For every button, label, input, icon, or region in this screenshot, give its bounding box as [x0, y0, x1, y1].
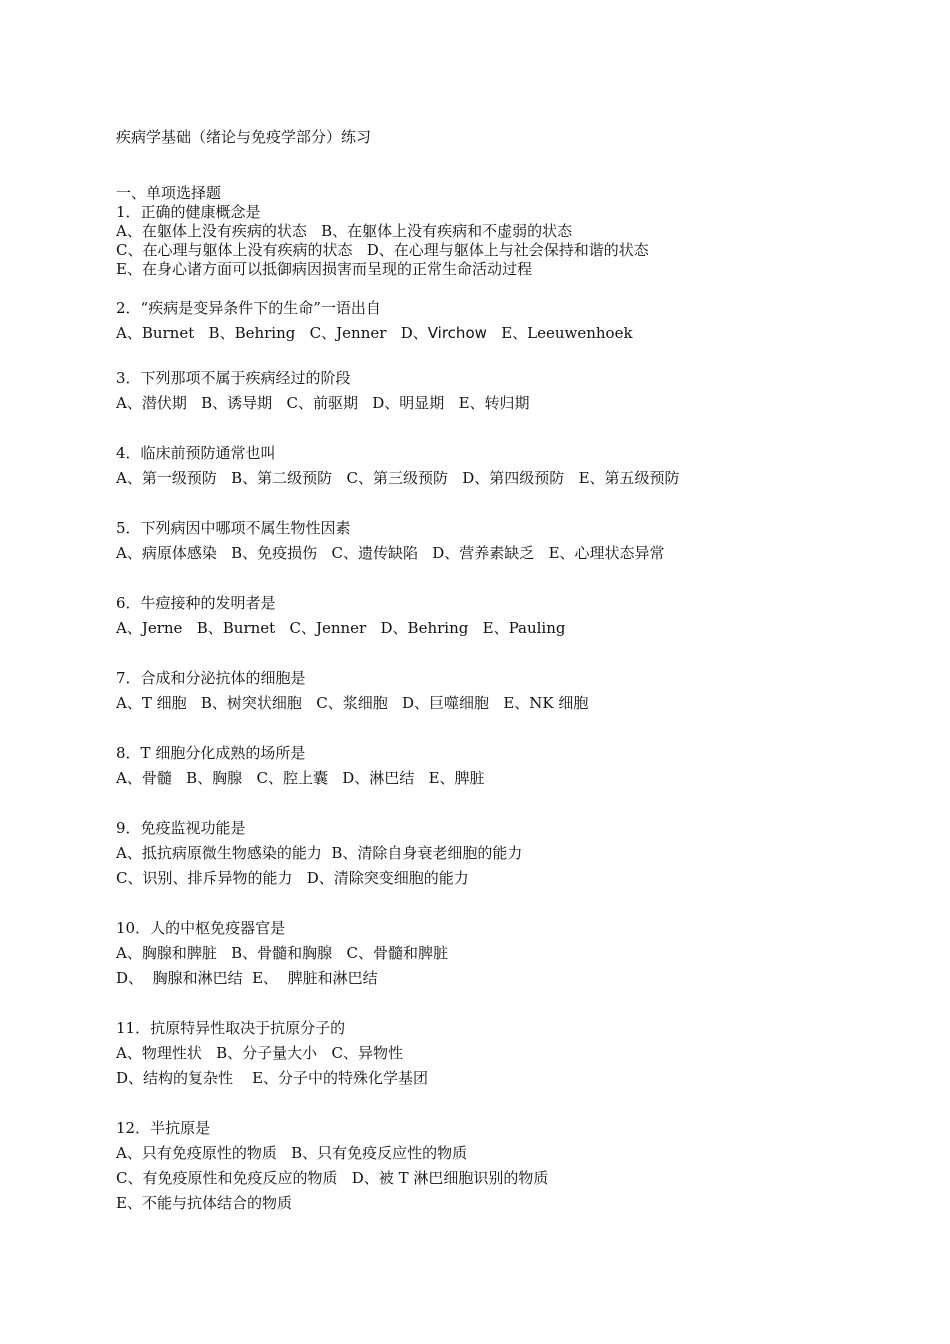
question-stem: 5．下列病因中哪项不属生物性因素 — [116, 519, 351, 537]
question-options: C、在心理与躯体上没有疾病的状态 D、在心理与躯体上与社会保持和谐的状态 — [116, 241, 649, 259]
question-4 — [116, 444, 896, 494]
question-options: C、有免疫原性和免疫反应的物质 D、被 T 淋巴细胞识别的物质 — [116, 1169, 549, 1187]
question-options: A、骨髓 B、胸腺 C、腔上囊 D、淋巴结 E、脾脏 — [116, 769, 485, 787]
question-10 — [116, 919, 896, 994]
question-1 — [116, 203, 896, 279]
question-options: A、只有免疫原性的物质 B、只有免疫反应性的物质 — [116, 1144, 468, 1162]
question-stem: 2．“疾病是变异条件下的生命”一语出自 — [116, 299, 381, 317]
question-7 — [116, 669, 896, 719]
question-8 — [116, 744, 896, 794]
question-options: A、潜伏期 B、诱导期 C、前驱期 D、明显期 E、转归期 — [116, 394, 530, 412]
question-stem: 1．正确的健康概念是 — [116, 203, 261, 221]
question-options: C、识别、排斥异物的能力 D、清除突变细胞的能力 — [116, 869, 469, 887]
option-virchow: Virchow — [427, 324, 487, 342]
question-options: A、物理性状 B、分子量大小 C、异物性 — [116, 1044, 403, 1062]
options-a-d: A、Burnet B、Behring C、Jenner D、 — [116, 324, 428, 342]
question-options: D、 胸腺和淋巴结 E、 脾脏和淋巴结 — [116, 969, 378, 987]
question-stem: 4．临床前预防通常也叫 — [116, 444, 276, 462]
question-stem: 10．人的中枢免疫器官是 — [116, 919, 286, 937]
document-page — [116, 128, 896, 1219]
question-options: A、Jerne B、Burnet C、Jenner D、Behring E、Pauling — [116, 619, 566, 637]
question-stem: 9．免疫监视功能是 — [116, 819, 246, 837]
question-options: D、结构的复杂性 E、分子中的特殊化学基团 — [116, 1069, 429, 1087]
question-9 — [116, 819, 896, 894]
question-11 — [116, 1019, 896, 1094]
question-options: A、T 细胞 B、树突状细胞 C、浆细胞 D、巨噬细胞 E、NK 细胞 — [116, 694, 589, 712]
question-stem: 12．半抗原是 — [116, 1119, 211, 1137]
question-options: A、胸腺和脾脏 B、骨髓和胸腺 C、骨髓和脾脏 — [116, 944, 448, 962]
option-e: E、Leeuwenhoek — [486, 324, 633, 342]
question-list — [116, 369, 896, 1219]
question-options: A、病原体感染 B、免疫损伤 C、遗传缺陷 D、营养素缺乏 E、心理状态异常 — [116, 544, 665, 562]
question-stem: 8．T 细胞分化成熟的场所是 — [116, 744, 306, 762]
question-options — [116, 324, 896, 349]
question-stem: 7．合成和分泌抗体的细胞是 — [116, 669, 306, 687]
question-stem: 11．抗原特异性取决于抗原分子的 — [116, 1019, 346, 1037]
section-title: 一、单项选择题 — [116, 184, 222, 202]
question-options: E、在身心诸方面可以抵御病因损害而呈现的正常生命活动过程 — [116, 260, 532, 278]
question-options: E、不能与抗体结合的物质 — [116, 1194, 292, 1212]
document-title: 疾病学基础（绪论与免疫学部分）练习 — [116, 128, 372, 146]
question-options: A、抵抗病原微生物感染的能力 B、清除自身衰老细胞的能力 — [116, 844, 523, 862]
question-stem: 6．牛痘接种的发明者是 — [116, 594, 276, 612]
question-5 — [116, 519, 896, 569]
question-stem: 3．下列那项不属于疾病经过的阶段 — [116, 369, 351, 387]
question-options: A、在躯体上没有疾病的状态 B、在躯体上没有疾病和不虚弱的状态 — [116, 222, 573, 240]
question-12 — [116, 1119, 896, 1219]
question-options: A、第一级预防 B、第二级预防 C、第三级预防 D、第四级预防 E、第五级预防 — [116, 469, 680, 487]
question-2 — [116, 299, 896, 349]
question-3 — [116, 369, 896, 419]
question-6 — [116, 594, 896, 644]
